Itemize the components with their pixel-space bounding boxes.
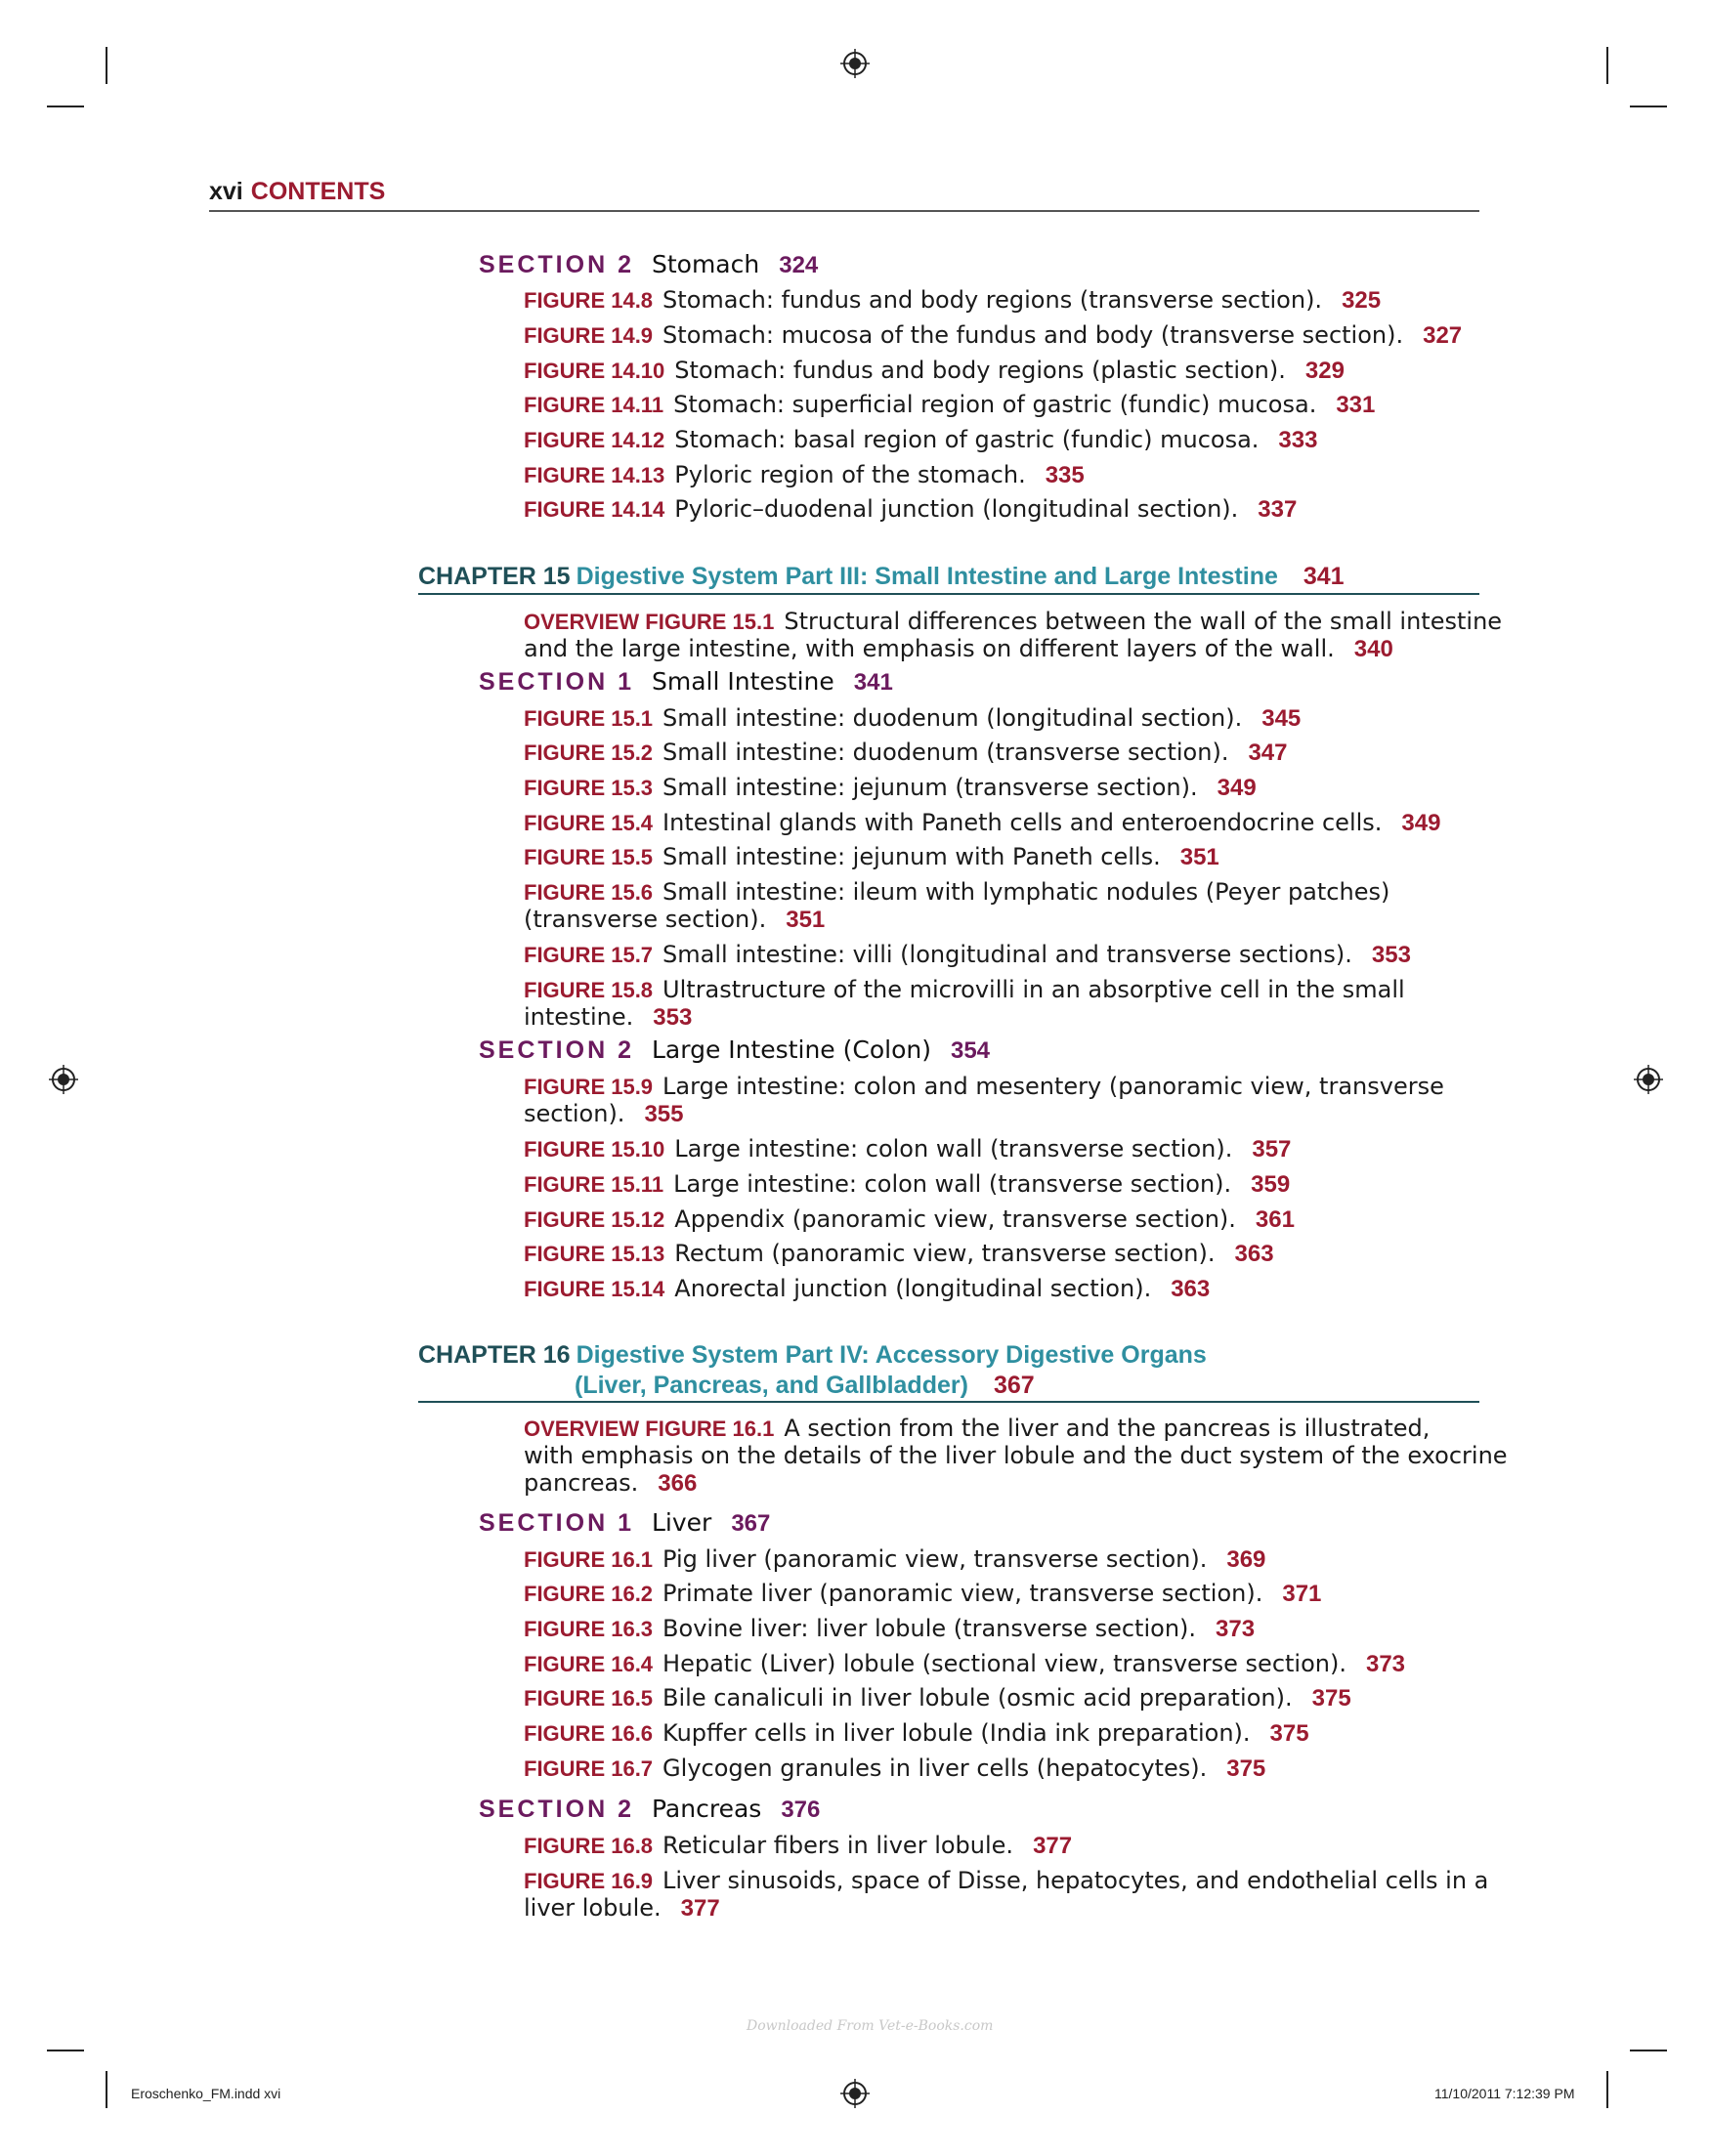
figure-entry[interactable] bbox=[524, 1650, 1405, 1678]
figure-entry[interactable] bbox=[524, 704, 1301, 733]
figure-entry[interactable] bbox=[524, 1170, 1290, 1199]
figure-page: 377 bbox=[1033, 1833, 1073, 1859]
figure-entry[interactable] bbox=[524, 1719, 1309, 1748]
figure-entry[interactable] bbox=[524, 357, 1345, 385]
section-label: SECTION 2 bbox=[479, 251, 634, 278]
figure-text: Stomach: mucosa of the fundus and body (transverse section). bbox=[662, 321, 1404, 349]
figure-entry[interactable] bbox=[524, 1073, 1444, 1101]
figure-label: FIGURE 16.2 bbox=[524, 1582, 654, 1606]
crop-mark bbox=[47, 106, 84, 107]
figure-entry[interactable] bbox=[524, 1240, 1274, 1268]
figure-label: OVERVIEW FIGURE 15.1 bbox=[524, 610, 775, 634]
figure-entry[interactable] bbox=[524, 1580, 1321, 1608]
watermark: Downloaded From Vet-e-Books.com bbox=[747, 2018, 994, 2034]
figure-label: FIGURE 15.12 bbox=[524, 1207, 665, 1232]
figure-text: and the large intestine, with emphasis on different layers of the wall. bbox=[524, 635, 1335, 662]
figure-text: Kupffer cells in liver lobule (India ink preparation). bbox=[662, 1719, 1251, 1747]
figure-page: 353 bbox=[653, 1004, 693, 1031]
figure-label: OVERVIEW FIGURE 16.1 bbox=[524, 1416, 775, 1441]
figure-page: 366 bbox=[658, 1470, 698, 1497]
figure-page: 357 bbox=[1252, 1136, 1292, 1163]
figure-page: 355 bbox=[644, 1101, 684, 1127]
figure-text: Large intestine: colon and mesentery (panoramic view, transverse bbox=[662, 1073, 1444, 1100]
chapter-rule bbox=[418, 593, 1479, 595]
section-title: Pancreas bbox=[651, 1795, 762, 1823]
figure-label: FIGURE 15.6 bbox=[524, 880, 654, 905]
figure-text: pancreas. bbox=[524, 1469, 639, 1497]
figure-page: 373 bbox=[1365, 1651, 1406, 1677]
section-page: 324 bbox=[779, 252, 819, 278]
figure-page: 375 bbox=[1311, 1685, 1351, 1712]
crop-mark bbox=[47, 2050, 84, 2051]
figure-text: Small intestine: jejunum with Paneth cells. bbox=[662, 843, 1161, 870]
section-label: SECTION 1 bbox=[479, 1509, 634, 1537]
chapter-page: 341 bbox=[1303, 563, 1345, 590]
figure-entry[interactable] bbox=[524, 941, 1411, 969]
figure-text: Rectum (panoramic view, transverse section). bbox=[674, 1240, 1216, 1267]
slug-filename: Eroschenko_FM.indd xvi bbox=[131, 2086, 281, 2101]
chapter-heading-cont bbox=[575, 1372, 1035, 1399]
chapter-heading[interactable] bbox=[418, 1341, 1207, 1369]
figure-text: Reticular fibers in liver lobule. bbox=[662, 1832, 1014, 1859]
figure-label: FIGURE 15.1 bbox=[524, 706, 654, 731]
figure-page: 347 bbox=[1248, 740, 1288, 766]
running-title: CONTENTS bbox=[250, 178, 386, 205]
figure-label: FIGURE 16.4 bbox=[524, 1652, 654, 1676]
figure-text: Small intestine: duodenum (longitudinal section). bbox=[662, 704, 1243, 732]
figure-text: A section from the liver and the pancreas is illustrated, bbox=[784, 1415, 1431, 1442]
figure-text: Stomach: fundus and body regions (plastic section). bbox=[674, 357, 1286, 384]
section-heading bbox=[479, 251, 818, 279]
figure-entry[interactable] bbox=[524, 843, 1219, 871]
registration-mark-icon bbox=[840, 49, 870, 78]
figure-text: Large intestine: colon wall (transverse section). bbox=[674, 1135, 1233, 1163]
figure-text: Small intestine: villi (longitudinal and transverse sections). bbox=[662, 941, 1352, 968]
section-page: 354 bbox=[950, 1037, 991, 1064]
figure-entry[interactable] bbox=[524, 286, 1381, 315]
crop-mark bbox=[106, 47, 107, 84]
figure-label: FIGURE 14.9 bbox=[524, 323, 654, 348]
figure-text: Pig liver (panoramic view, transverse section). bbox=[662, 1545, 1208, 1573]
figure-label: FIGURE 16.5 bbox=[524, 1686, 654, 1711]
figure-label: FIGURE 15.7 bbox=[524, 943, 654, 967]
section-label: SECTION 2 bbox=[479, 1036, 634, 1064]
figure-page: 373 bbox=[1216, 1616, 1256, 1642]
figure-text: with emphasis on the details of the liver lobule and the duct system of the exocrine bbox=[524, 1442, 1508, 1469]
chapter-label: CHAPTER 16 bbox=[418, 1341, 571, 1369]
crop-mark bbox=[1606, 47, 1608, 84]
registration-mark-icon bbox=[840, 2079, 870, 2108]
chapter-heading[interactable] bbox=[418, 563, 1345, 590]
overview-figure-entry-cont bbox=[524, 635, 1393, 663]
figure-text: Small intestine: jejunum (transverse section). bbox=[662, 774, 1198, 801]
overview-figure-entry[interactable] bbox=[524, 1415, 1430, 1443]
section-heading bbox=[479, 1509, 770, 1538]
figure-entry[interactable] bbox=[524, 809, 1440, 837]
figure-label: FIGURE 15.9 bbox=[524, 1075, 654, 1099]
figure-page: 327 bbox=[1423, 322, 1463, 349]
overview-figure-entry-cont bbox=[524, 1442, 1508, 1469]
figure-text: Stomach: basal region of gastric (fundic) mucosa. bbox=[674, 426, 1260, 453]
section-label: SECTION 2 bbox=[479, 1796, 634, 1823]
chapter-rule bbox=[418, 1401, 1479, 1403]
chapter-title: Digestive System Part III: Small Intestine and Large Intestine bbox=[576, 563, 1278, 590]
figure-text: Bovine liver: liver lobule (transverse section). bbox=[662, 1615, 1197, 1642]
figure-text: Structural differences between the wall of the small intestine bbox=[784, 608, 1503, 635]
figure-page: 351 bbox=[1179, 844, 1219, 870]
figure-label: FIGURE 15.11 bbox=[524, 1172, 664, 1197]
figure-entry-cont bbox=[524, 1100, 683, 1128]
section-label: SECTION 1 bbox=[479, 668, 634, 696]
figure-text: Pyloric–duodenal junction (longitudinal section). bbox=[674, 495, 1239, 523]
figure-page: 353 bbox=[1371, 942, 1411, 968]
figure-text: Liver sinusoids, space of Disse, hepatocytes, and endothelial cells in a bbox=[662, 1867, 1489, 1894]
figure-label: FIGURE 16.8 bbox=[524, 1834, 654, 1858]
figure-page: 363 bbox=[1234, 1241, 1274, 1267]
figure-page: 337 bbox=[1258, 496, 1298, 523]
figure-page: 340 bbox=[1353, 636, 1393, 662]
figure-text: Stomach: superficial region of gastric (fundic) mucosa. bbox=[673, 391, 1317, 418]
figure-page: 335 bbox=[1045, 462, 1085, 488]
section-page: 341 bbox=[853, 669, 893, 696]
crop-mark bbox=[1630, 2050, 1667, 2051]
figure-text: Appendix (panoramic view, transverse section). bbox=[674, 1205, 1236, 1233]
figure-page: 371 bbox=[1282, 1581, 1322, 1607]
figure-entry[interactable] bbox=[524, 1135, 1291, 1163]
figure-page: 325 bbox=[1342, 287, 1382, 314]
figure-entry[interactable] bbox=[524, 774, 1257, 802]
figure-label: FIGURE 14.11 bbox=[524, 393, 664, 417]
registration-mark-icon bbox=[1634, 1065, 1663, 1094]
figure-label: FIGURE 15.5 bbox=[524, 845, 654, 869]
figure-page: 333 bbox=[1278, 427, 1318, 453]
figure-entry[interactable] bbox=[524, 878, 1389, 907]
figure-page: 375 bbox=[1226, 1755, 1266, 1782]
overview-figure-entry[interactable] bbox=[524, 608, 1502, 636]
figure-label: FIGURE 15.4 bbox=[524, 811, 654, 835]
figure-label: FIGURE 14.14 bbox=[524, 497, 665, 522]
figure-text: Small intestine: duodenum (transverse section). bbox=[662, 739, 1229, 766]
figure-text: Pyloric region of the stomach. bbox=[674, 461, 1026, 488]
figure-text: Small intestine: ileum with lymphatic nodules (Peyer patches) bbox=[662, 878, 1390, 906]
figure-text: section). bbox=[524, 1100, 625, 1127]
section-page: 367 bbox=[731, 1510, 771, 1537]
figure-text: liver lobule. bbox=[524, 1894, 662, 1922]
chapter-title: (Liver, Pancreas, and Gallbladder) bbox=[575, 1372, 968, 1399]
figure-text: Large intestine: colon wall (transverse section). bbox=[673, 1170, 1232, 1198]
figure-label: FIGURE 14.13 bbox=[524, 463, 665, 487]
figure-text: Bile canaliculi in liver lobule (osmic acid preparation). bbox=[662, 1684, 1293, 1712]
slug-timestamp: 11/10/2011 7:12:39 PM bbox=[1434, 2086, 1575, 2101]
figure-entry[interactable] bbox=[524, 1545, 1265, 1574]
figure-text: Anorectal junction (longitudinal section). bbox=[674, 1275, 1152, 1302]
figure-label: FIGURE 16.1 bbox=[524, 1547, 654, 1572]
figure-label: FIGURE 14.10 bbox=[524, 359, 665, 383]
section-heading bbox=[479, 668, 893, 697]
figure-entry[interactable] bbox=[524, 1867, 1488, 1895]
figure-entry-cont bbox=[524, 1003, 692, 1032]
figure-text: Hepatic (Liver) lobule (sectional view, transverse section). bbox=[662, 1650, 1346, 1677]
figure-label: FIGURE 15.8 bbox=[524, 978, 654, 1002]
figure-page: 375 bbox=[1269, 1720, 1309, 1747]
figure-label: FIGURE 16.6 bbox=[524, 1721, 654, 1746]
figure-text: Primate liver (panoramic view, transverse section). bbox=[662, 1580, 1263, 1607]
chapter-title: Digestive System Part IV: Accessory Digestive Organs bbox=[576, 1341, 1207, 1369]
crop-mark bbox=[106, 2071, 107, 2108]
figure-label: FIGURE 15.13 bbox=[524, 1242, 665, 1266]
figure-entry-cont bbox=[524, 906, 825, 934]
section-title: Liver bbox=[651, 1508, 712, 1537]
figure-entry[interactable] bbox=[524, 739, 1288, 767]
figure-entry[interactable] bbox=[524, 495, 1297, 524]
figure-entry[interactable] bbox=[524, 426, 1317, 454]
figure-page: 329 bbox=[1304, 358, 1345, 384]
header-rule bbox=[209, 210, 1479, 212]
figure-label: FIGURE 14.8 bbox=[524, 288, 654, 313]
figure-page: 361 bbox=[1255, 1206, 1295, 1233]
figure-text: Stomach: fundus and body regions (transverse section). bbox=[662, 286, 1323, 314]
crop-mark bbox=[1630, 106, 1667, 107]
figure-entry-cont bbox=[524, 1894, 720, 1923]
figure-entry[interactable] bbox=[524, 1615, 1255, 1643]
figure-text: Ultrastructure of the microvilli in an absorptive cell in the small bbox=[662, 976, 1405, 1003]
section-page: 376 bbox=[781, 1797, 821, 1823]
figure-page: 349 bbox=[1401, 810, 1441, 836]
figure-entry[interactable] bbox=[524, 1684, 1351, 1712]
figure-entry[interactable] bbox=[524, 1275, 1210, 1303]
section-title: Stomach bbox=[651, 250, 760, 278]
figure-page: 351 bbox=[786, 907, 826, 933]
figure-label: FIGURE 15.2 bbox=[524, 740, 654, 765]
figure-text: Glycogen granules in liver cells (hepatocytes). bbox=[662, 1754, 1208, 1782]
figure-text: Intestinal glands with Paneth cells and enteroendocrine cells. bbox=[662, 809, 1383, 836]
registration-mark-icon bbox=[49, 1065, 78, 1094]
figure-text: intestine. bbox=[524, 1003, 634, 1031]
figure-label: FIGURE 16.7 bbox=[524, 1756, 654, 1781]
figure-page: 359 bbox=[1251, 1171, 1291, 1198]
figure-entry[interactable] bbox=[524, 461, 1085, 489]
running-head bbox=[209, 178, 385, 206]
figure-page: 363 bbox=[1171, 1276, 1211, 1302]
figure-page: 369 bbox=[1226, 1546, 1266, 1573]
figure-entry[interactable] bbox=[524, 976, 1405, 1004]
figure-entry[interactable] bbox=[524, 1832, 1072, 1860]
figure-label: FIGURE 16.9 bbox=[524, 1869, 654, 1893]
section-title: Small Intestine bbox=[651, 667, 834, 696]
figure-label: FIGURE 15.14 bbox=[524, 1277, 665, 1301]
chapter-page: 367 bbox=[993, 1372, 1035, 1399]
figure-page: 331 bbox=[1336, 392, 1376, 418]
section-title: Large Intestine (Colon) bbox=[651, 1036, 931, 1064]
crop-mark bbox=[1606, 2071, 1608, 2108]
section-heading bbox=[479, 1796, 820, 1824]
figure-label: FIGURE 15.3 bbox=[524, 776, 654, 800]
figure-label: FIGURE 14.12 bbox=[524, 428, 665, 452]
figure-page: 377 bbox=[680, 1895, 720, 1922]
figure-text: (transverse section). bbox=[524, 906, 767, 933]
figure-label: FIGURE 16.3 bbox=[524, 1617, 654, 1641]
figure-entry[interactable] bbox=[524, 391, 1375, 419]
figure-page: 345 bbox=[1261, 705, 1302, 732]
chapter-label: CHAPTER 15 bbox=[418, 563, 571, 590]
overview-figure-entry-cont bbox=[524, 1469, 697, 1498]
figure-entry[interactable] bbox=[524, 321, 1462, 350]
figure-entry[interactable] bbox=[524, 1754, 1265, 1783]
figure-label: FIGURE 15.10 bbox=[524, 1137, 665, 1162]
page-number: xvi bbox=[209, 178, 243, 205]
figure-entry[interactable] bbox=[524, 1205, 1295, 1234]
section-heading bbox=[479, 1036, 990, 1065]
figure-page: 349 bbox=[1217, 775, 1257, 801]
